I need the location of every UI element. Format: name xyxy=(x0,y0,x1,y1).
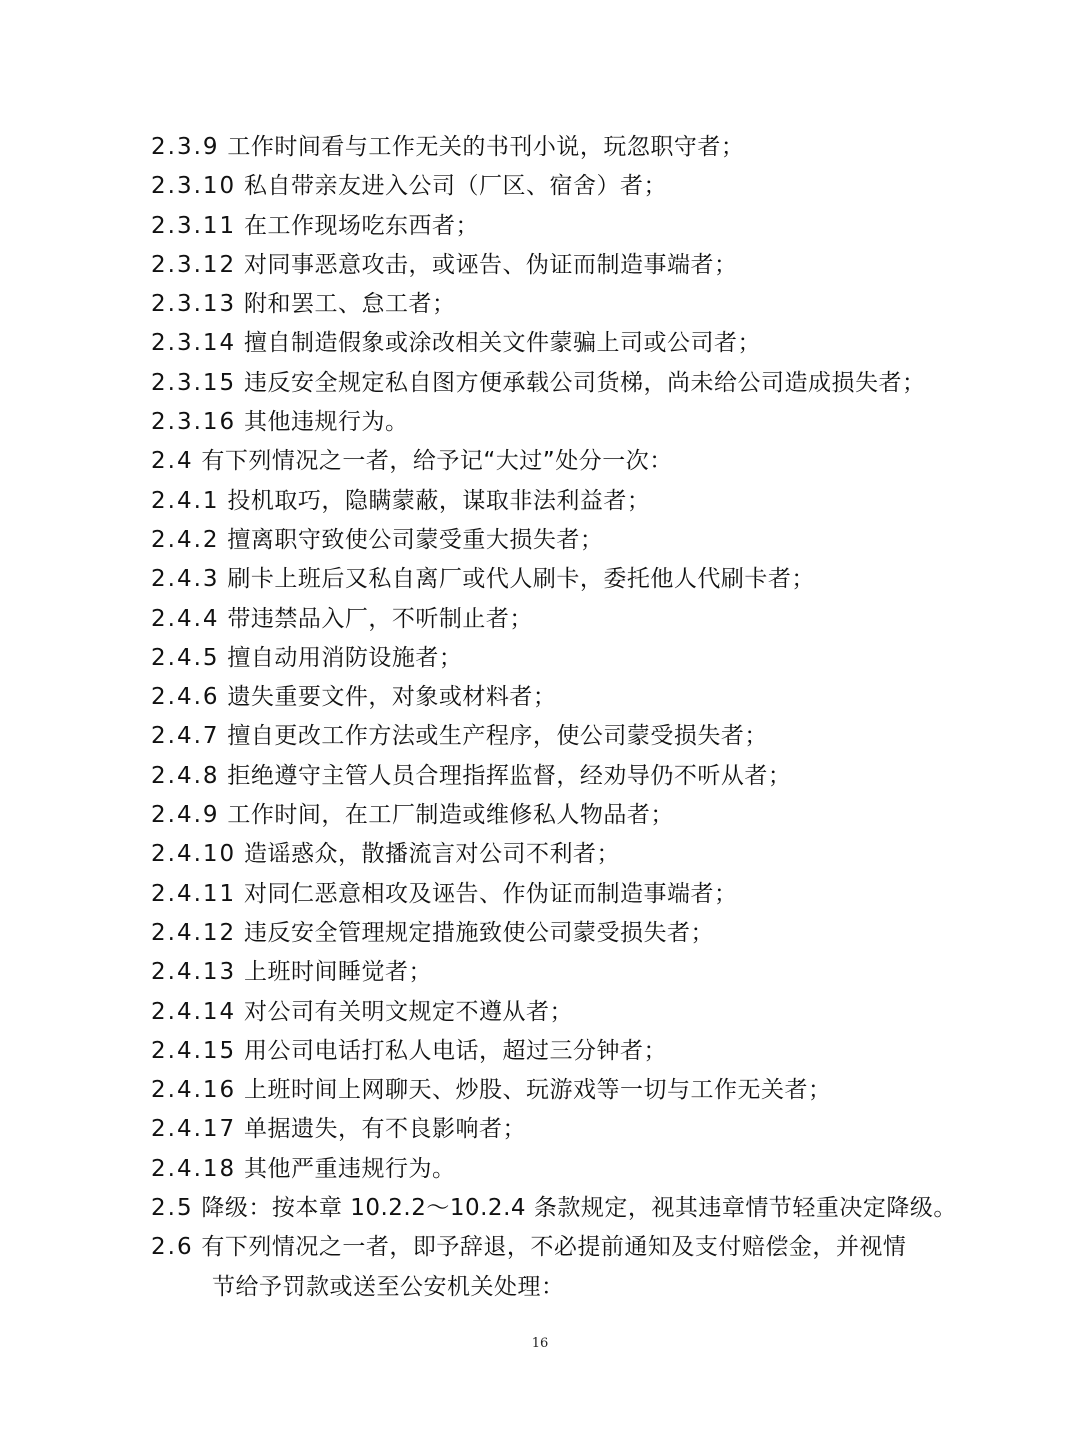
section-heading xyxy=(151,442,951,481)
clause-text: 有下列情况之一者，即予辞退，不必提前通知及支付赔偿金，并视情 xyxy=(201,1234,907,1261)
clause-number: 2.5 xyxy=(151,1195,194,1222)
clause-line xyxy=(151,914,951,953)
clause-line xyxy=(151,993,951,1032)
clause-number: 2.3.14 xyxy=(151,330,237,357)
clause-number: 2.4.2 xyxy=(151,526,220,553)
section-heading xyxy=(151,1228,951,1267)
clause-text: 拒绝遵守主管人员合理指挥监督，经劝导仍不听从者； xyxy=(227,762,792,789)
clause-text: 其他严重违规行为。 xyxy=(243,1155,456,1182)
clause-number: 2.4.10 xyxy=(151,841,237,868)
clause-number: 2.3.15 xyxy=(151,369,237,396)
clause-line xyxy=(151,757,951,796)
clause-line xyxy=(151,521,951,560)
clause-text: 上班时间上网聊天、炒股、玩游戏等一切与工作无关者； xyxy=(243,1077,832,1104)
clause-number: 2.4.4 xyxy=(151,605,220,632)
clause-number: 2.4.7 xyxy=(151,723,220,750)
clause-number: 2.4.5 xyxy=(151,644,220,671)
clause-number: 2.3.9 xyxy=(151,134,220,160)
clause-line xyxy=(151,600,951,639)
clause-text: 对同事恶意攻击，或诬告、伪证而制造事端者； xyxy=(243,251,738,278)
clause-text: 擅离职守致使公司蒙受重大损失者； xyxy=(227,526,604,553)
clause-number: 2.3.11 xyxy=(151,212,237,239)
clause-line xyxy=(151,875,951,914)
clause-text: 对同仁恶意相攻及诬告、作伪证而制造事端者； xyxy=(243,880,738,907)
clause-number: 2.4.18 xyxy=(151,1155,237,1182)
clause-text: 用公司电话打私人电话，超过三分钟者； xyxy=(243,1037,667,1064)
clause-text: 带违禁品入厂，不听制止者； xyxy=(227,605,533,632)
clause-line xyxy=(151,364,951,403)
clause-text: 在工作现场吃东西者； xyxy=(243,212,479,239)
clause-number: 2.4.15 xyxy=(151,1037,237,1064)
clause-text: 投机取巧，隐瞒蒙蔽，谋取非法利益者； xyxy=(227,487,651,514)
clause-number: 2.4.11 xyxy=(151,880,237,907)
clause-line xyxy=(151,796,951,835)
clause-number: 2.4.3 xyxy=(151,566,220,593)
clause-number: 2.3.16 xyxy=(151,409,237,436)
clause-list xyxy=(151,128,957,1307)
clause-text: 降级：按本章 10.2.2～10.2.4 条款规定，视其违章情节轻重决定降级。 xyxy=(201,1195,957,1222)
section-heading xyxy=(151,1189,957,1228)
clause-line xyxy=(151,285,951,324)
clause-number: 2.4.1 xyxy=(151,487,220,514)
clause-line xyxy=(151,482,951,521)
clause-line xyxy=(151,128,951,167)
clause-number: 2.3.13 xyxy=(151,291,237,318)
clause-text: 擅自更改工作方法或生产程序，使公司蒙受损失者； xyxy=(227,723,768,750)
continuation-line: 节给予罚款或送至公安机关处理： xyxy=(212,1273,565,1300)
clause-text: 刷卡上班后又私自离厂或代人刷卡，委托他人代刷卡者； xyxy=(227,566,815,593)
clause-line xyxy=(151,639,951,678)
clause-text: 违反安全规定私自图方便承载公司货梯，尚未给公司造成损失者； xyxy=(243,369,926,396)
clause-line xyxy=(151,207,951,246)
clause-number: 2.4 xyxy=(151,448,194,475)
clause-line xyxy=(151,717,951,756)
clause-text: 擅自动用消防设施者； xyxy=(227,644,463,671)
clause-line xyxy=(151,167,951,206)
clause-number: 2.4.12 xyxy=(151,919,237,946)
clause-text: 造谣惑众，散播流言对公司不利者； xyxy=(243,841,620,868)
clause-text: 其他违规行为。 xyxy=(243,409,409,436)
clause-line xyxy=(151,835,951,874)
clause-number: 2.4.8 xyxy=(151,762,220,789)
clause-line xyxy=(151,1032,951,1071)
clause-line xyxy=(151,246,951,285)
clause-number: 2.4.9 xyxy=(151,802,220,829)
clause-number: 2.4.17 xyxy=(151,1116,237,1143)
clause-text: 违反安全管理规定措施致使公司蒙受损失者； xyxy=(243,919,714,946)
clause-number: 2.4.6 xyxy=(151,684,220,711)
clause-line xyxy=(151,678,951,717)
clause-number: 2.4.13 xyxy=(151,959,237,986)
clause-line xyxy=(151,1110,951,1149)
clause-line xyxy=(151,1071,951,1110)
clause-line xyxy=(151,324,951,363)
clause-line xyxy=(151,560,951,599)
clause-text: 上班时间睡觉者； xyxy=(243,959,432,986)
clause-number: 2.3.12 xyxy=(151,251,237,278)
clause-line xyxy=(151,403,951,442)
page-number: 16 xyxy=(531,1336,549,1351)
clause-text: 有下列情况之一者，给予记“大过”处分一次： xyxy=(201,448,673,475)
clause-number: 2.6 xyxy=(151,1234,194,1261)
clause-text: 工作时间，在工厂制造或维修私人物品者； xyxy=(227,802,674,829)
clause-text: 附和罢工、怠工者； xyxy=(243,291,456,318)
clause-text: 工作时间看与工作无关的书刊小说，玩忽职守者； xyxy=(227,134,745,160)
clause-line xyxy=(151,1150,951,1189)
clause-line xyxy=(151,953,951,992)
clause-text: 单据遗失，有不良影响者； xyxy=(243,1116,526,1143)
clause-number: 2.4.16 xyxy=(151,1077,237,1104)
clause-text: 擅自制造假象或涂改相关文件蒙骗上司或公司者； xyxy=(243,330,761,357)
clause-text: 私自带亲友进入公司（厂区、宿舍）者； xyxy=(243,173,667,200)
clause-number: 2.3.10 xyxy=(151,173,237,200)
clause-text: 对公司有关明文规定不遵从者； xyxy=(243,998,573,1025)
clause-number: 2.4.14 xyxy=(151,998,237,1025)
clause-text: 遗失重要文件，对象或材料者； xyxy=(227,684,557,711)
